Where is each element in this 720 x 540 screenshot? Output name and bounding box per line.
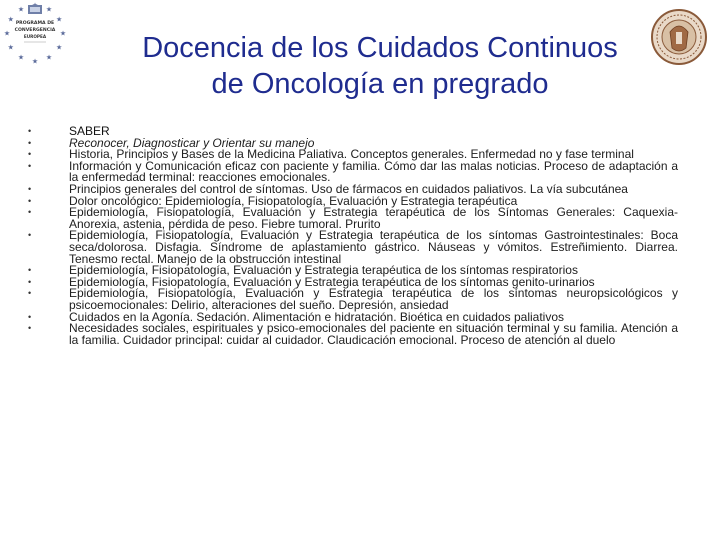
svg-text:PROGRAMA DE: PROGRAMA DE xyxy=(15,21,55,26)
star-icon: ★ xyxy=(45,54,53,62)
bullet-icon: • xyxy=(28,288,32,299)
bullet-icon: • xyxy=(28,183,32,194)
bullet-icon: • xyxy=(28,137,32,148)
bullet-icon: • xyxy=(28,323,32,334)
bullet-icon: • xyxy=(28,265,32,276)
star-icon: ★ xyxy=(56,16,63,24)
star-icon: ★ xyxy=(17,54,25,62)
list-item-text: Epidemiología, Fisiopatología, Evaluación y Estrategia terapéutica de los síntomas Gastrointestinales: Boca seca/dolorosa. Disfagia. Síndrome de aplastamiento gástrico. Náuseas y vómitos. Estreñimiento. Diarrea. Tenesmo rectal. Manejo de la obstrucción intestinal xyxy=(69,228,678,266)
list-item xyxy=(28,323,678,346)
list-item-text: Cuidados en la Agonía. Sedación. Alimentación e hidratación. Bioética en cuidados paliativos xyxy=(69,309,564,324)
bullet-icon: • xyxy=(28,276,32,287)
list-item xyxy=(28,288,678,311)
list-item-text: Epidemiología, Fisiopatología, Evaluación y Estrategia terapéutica de los síntomas neuropsicológicos y psicoemocionales: Delirio, alteraciones del sueño. Depresión, ansiedad xyxy=(69,286,678,312)
list-item-text: Principios generales del control de síntomas. Uso de fármacos en cuidados paliativos. La vía subcutánea xyxy=(69,181,628,196)
svg-text:EUROPEA: EUROPEA xyxy=(23,34,47,39)
star-icon: ★ xyxy=(56,44,63,52)
star-icon: ★ xyxy=(31,58,39,64)
title-line-1: Docencia de los Cuidados Continuos xyxy=(142,32,618,64)
list-item-text: Dolor oncológico: Epidemiología, Fisiopatología, Evaluación y Estrategia terapéutica xyxy=(69,193,518,208)
list-item-text: Epidemiología, Fisiopatología, Evaluación y Estrategia terapéutica de los síntomas respiratorios xyxy=(69,263,578,278)
star-icon: ★ xyxy=(4,30,11,38)
star-icon: ★ xyxy=(7,44,14,52)
star-icon: ★ xyxy=(17,6,25,14)
title-line-2: de Oncología en pregrado xyxy=(211,68,549,100)
bullet-list xyxy=(28,126,678,346)
list-item-text: Epidemiología, Fisiopatología, Evaluación y Estrategia terapéutica de los Síntomas Generales: Caquexia-Anorexia, astenia, pérdida de peso. Fiebre tumoral. Prurito xyxy=(69,205,678,231)
list-item xyxy=(28,230,678,265)
list-item-text: Epidemiología, Fisiopatología, Evaluación y Estrategia terapéutica de los síntomas genito-urinarios xyxy=(69,274,595,289)
slide-title xyxy=(40,30,720,102)
bullet-icon: • xyxy=(28,195,32,206)
bullet-icon: • xyxy=(28,126,32,136)
list-item xyxy=(28,207,678,230)
svg-text:CONVERGENCIA: CONVERGENCIA xyxy=(14,28,56,33)
list-item xyxy=(28,158,678,185)
list-item-text: Necesidades sociales, espirituales y psico-emocionales del paciente en situación terminal y su familia. Atención a la familia. Cuidador principal: cuidar al cuidador. Claudicación emocional. Proceso de atención al duelo xyxy=(69,321,678,347)
bullet-icon: • xyxy=(28,160,32,171)
star-icon: ★ xyxy=(59,30,66,38)
bullet-icon: • xyxy=(28,207,32,218)
star-icon: ★ xyxy=(7,16,14,24)
star-icon: ★ xyxy=(45,6,53,14)
bullet-icon: • xyxy=(28,230,32,241)
list-item-text: Información y Comunicación eficaz con paciente y familia. Cómo dar las malas noticias. Proceso de adaptación a la enfermedad terminal: reacciones emocionales. xyxy=(69,158,678,185)
list-item-text: Reconocer, Diagnosticar y Orientar su manejo xyxy=(69,135,315,150)
list-item-text: SABER xyxy=(69,124,110,138)
list-item-text: Historia, Principios y Bases de la Medicina Paliativa. Conceptos generales. Enfermedad no y fase terminal xyxy=(69,147,634,162)
bullet-icon: • xyxy=(28,149,32,160)
bullet-icon: • xyxy=(28,311,32,322)
